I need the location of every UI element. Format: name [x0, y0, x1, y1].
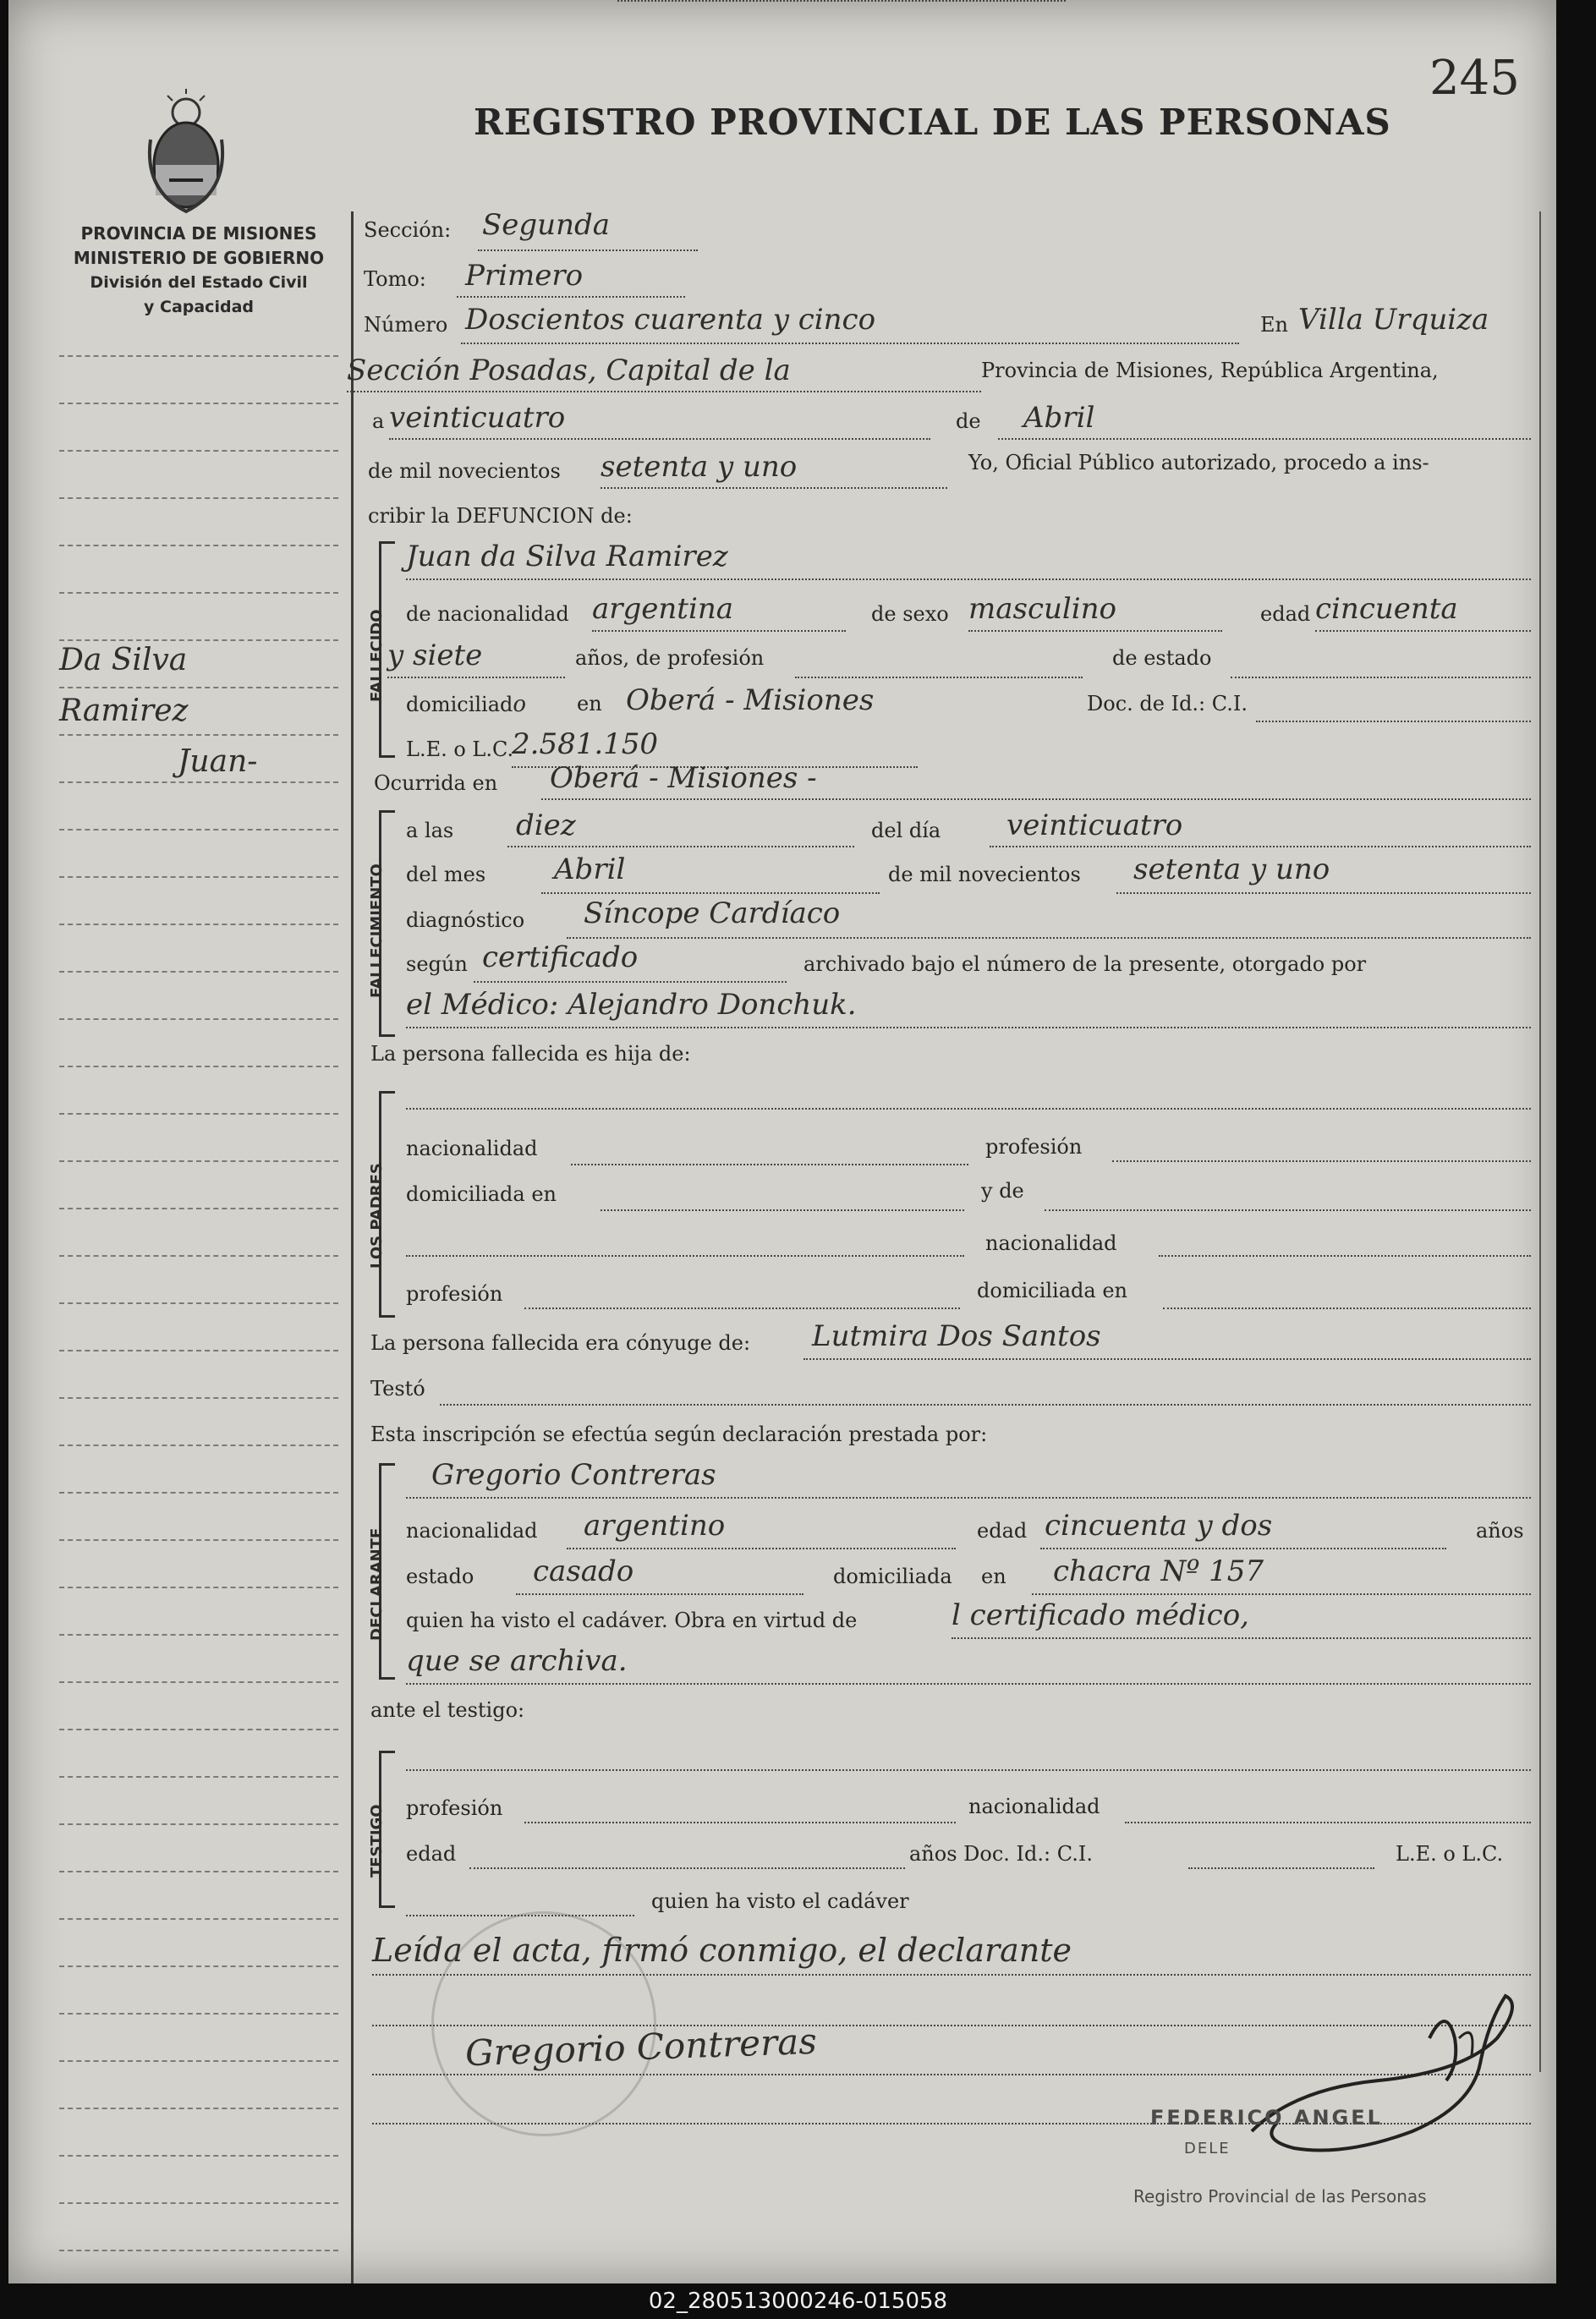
right-rule: [1539, 211, 1541, 2072]
header-ministry: MINISTERIO DE GOBIERNO: [73, 248, 325, 268]
segun-line: [474, 981, 787, 983]
testigo-section-label: TESTIGO: [368, 1804, 386, 1878]
margin-line: [59, 1871, 338, 1872]
madre-nacionalidad-line: [1159, 1255, 1531, 1257]
dia-value: veinticuatro: [389, 401, 566, 435]
medico-line: [406, 1027, 1531, 1028]
declarante-visto-line2: [406, 1683, 1531, 1685]
domiciliado-label: domiciliado: [406, 692, 527, 717]
tomo-value: Primero: [465, 259, 584, 293]
a-label: a: [372, 409, 385, 433]
ocurrida-label: Ocurrida en: [374, 771, 498, 795]
margin-line: [59, 687, 338, 688]
stamp-officer-name: FEDERICO ANGEL: [1150, 2106, 1383, 2130]
del-dia-label: del día: [871, 819, 941, 842]
testigo-visto-label: quien ha visto el cadáver: [651, 1889, 909, 1913]
declarante-nacionalidad-label: nacionalidad: [406, 1519, 538, 1543]
padre-nacionalidad-label: nacionalidad: [406, 1137, 538, 1160]
margin-line: [59, 781, 338, 783]
stamp-delegate: DELE: [1184, 2140, 1231, 2157]
a-las-line: [507, 846, 854, 847]
padre-profesion-label: profesión: [985, 1135, 1083, 1159]
mil-value: setenta y uno: [1133, 852, 1330, 886]
testo-label: Testó: [370, 1377, 425, 1401]
declarante-edad-value: cincuenta y dos: [1045, 1509, 1273, 1543]
edad-value-cont: y siete: [387, 639, 483, 672]
edad-line: [1315, 630, 1531, 632]
margin-line: [59, 1066, 338, 1067]
padre-extra-line: [406, 1255, 964, 1257]
madre-profesion-label: profesión: [406, 1282, 503, 1306]
declarante-estado-line: [516, 1593, 803, 1595]
numero-value: Doscientos cuarenta y cinco: [465, 303, 876, 337]
seccion-label: Sección:: [364, 218, 452, 242]
fallecimiento-section-label: FALLECIMIENTO: [368, 863, 386, 998]
margin-line: [59, 1018, 338, 1020]
domicilio-value: Oberá - Misiones: [626, 683, 875, 717]
margin-line: [59, 1302, 338, 1304]
declarante-estado-label: estado: [406, 1565, 474, 1588]
padres-intro: La persona fallecida es hija de:: [370, 1042, 691, 1066]
declarante-name: Gregorio Contreras: [431, 1458, 716, 1492]
margin-line: [59, 2013, 338, 2015]
margin-note-surname: Da Silva: [59, 643, 188, 677]
del-dia-value: veinticuatro: [1006, 809, 1183, 842]
declarante-intro: Esta inscripción se efectúa según declaración prestada por:: [370, 1423, 988, 1446]
testigo-intro: ante el testigo:: [370, 1698, 525, 1722]
margin-line: [59, 2060, 338, 2062]
margin-line: [59, 1634, 338, 1636]
declarante-anios-label: años: [1476, 1519, 1524, 1543]
margin-line: [59, 971, 338, 973]
coat-of-arms-icon: [144, 89, 228, 216]
margin-line: [59, 1539, 338, 1541]
fallecido-section-label: FALLECIDO: [368, 609, 386, 702]
fallecido-name-line: [406, 578, 1531, 580]
declarante-section-label: DECLARANTE: [368, 1527, 386, 1641]
declarante-nacionalidad-line: [567, 1548, 956, 1549]
testigo-doc-line: [1188, 1867, 1374, 1869]
conyuge-line: [803, 1358, 1531, 1360]
faint-round-stamp: [431, 1911, 656, 2136]
testigo-nacionalidad-line: [1125, 1822, 1531, 1823]
doc-line: [1256, 721, 1531, 722]
margin-line: [59, 1918, 338, 1920]
tomo-line: [457, 296, 685, 298]
conyuge-label: La persona fallecida era cónyuge de:: [370, 1331, 751, 1355]
mes-value: Abril: [1023, 401, 1095, 435]
mil-label: de mil novecientos: [888, 863, 1081, 886]
padre-profesion-line: [1112, 1160, 1531, 1162]
edad-cont-line: [387, 677, 565, 678]
domiciliado-suffix: o: [513, 692, 527, 717]
margin-line: [59, 592, 338, 594]
provincia-label: Provincia de Misiones, República Argentina,: [981, 359, 1439, 382]
numero-label: Número: [364, 313, 448, 337]
ocurrida-value: Oberá - Misiones -: [550, 761, 817, 795]
madre-name-line: [1045, 1209, 1531, 1211]
margin-line: [59, 1160, 338, 1162]
testigo-anios-label: años Doc. Id.: C.I.: [909, 1842, 1093, 1866]
padre-domiciliada-label: domiciliada en: [406, 1182, 557, 1206]
testigo-edad-label: edad: [406, 1842, 457, 1866]
margin-line: [59, 1492, 338, 1494]
margin-line: [59, 829, 338, 831]
margin-line: [59, 545, 338, 546]
segun-value: certificado: [482, 940, 639, 974]
de-label: de: [956, 409, 981, 433]
anio-label: de mil novecientos: [368, 459, 561, 483]
declarante-visto-value2: que se archiva.: [406, 1644, 628, 1678]
declarante-visto-line: [952, 1637, 1531, 1639]
del-mes-value: Abril: [554, 852, 626, 886]
margin-line: [59, 1350, 338, 1351]
declarante-visto-value: l certificado médico,: [952, 1598, 1249, 1632]
nacionalidad-line: [592, 630, 846, 632]
le-label: L.E. o L.C.: [406, 737, 514, 761]
margin-ruled-lines: [59, 355, 338, 2267]
declarante-domicilio-line: [1032, 1593, 1531, 1595]
del-dia-line: [990, 846, 1531, 847]
officer-signature-icon: [1243, 1987, 1531, 2165]
nacionalidad-value: argentina: [592, 592, 734, 626]
margin-line: [59, 1965, 338, 1967]
madre-domiciliada-label: domiciliada en: [977, 1279, 1127, 1302]
padre-name-line: [406, 1108, 1531, 1110]
margin-line: [59, 1397, 338, 1399]
margin-line: [59, 876, 338, 878]
padres-section-label: LOS PADRES: [368, 1163, 386, 1269]
seccion-capital-value: Sección Posadas, Capital de la: [347, 354, 791, 387]
edad-value: cincuenta: [1315, 592, 1458, 626]
testigo-edad-line: [469, 1867, 905, 1869]
padre-domiciliada-line: [601, 1209, 964, 1211]
testo-line: [440, 1404, 1531, 1406]
anio-value: setenta y uno: [601, 450, 798, 484]
domicilio-en-label: en: [577, 692, 602, 715]
mes-line: [998, 438, 1531, 440]
margin-line: [59, 355, 338, 357]
a-las-label: a las: [406, 819, 454, 842]
diagnostico-line: [567, 937, 1531, 939]
margin-line: [59, 1823, 338, 1825]
declarante-edad-line: [1040, 1548, 1446, 1549]
declarant-signature: Gregorio Contreras: [464, 2020, 818, 2075]
madre-domiciliada-line: [1163, 1308, 1531, 1309]
margin-line: [59, 2250, 338, 2251]
medico-value: el Médico: Alejandro Donchuk.: [406, 988, 857, 1022]
margin-line: [59, 639, 338, 641]
institution-header: [42, 222, 355, 320]
testigo-le-label: L.E. o L.C.: [1396, 1842, 1504, 1866]
margin-line: [59, 1729, 338, 1730]
testigo-nacionalidad-label: nacionalidad: [968, 1795, 1100, 1818]
edad-label: edad: [1260, 602, 1311, 626]
declarante-name-line: [406, 1497, 1531, 1499]
margin-line: [59, 403, 338, 404]
fallecido-name: Juan da Silva Ramirez: [406, 540, 728, 573]
declarante-domiciliada-label: domiciliada: [833, 1565, 952, 1588]
declarante-domicilio-value: chacra Nº 157: [1053, 1554, 1264, 1588]
margin-note-surname2: Ramirez: [59, 694, 189, 728]
margin-line: [59, 1208, 338, 1209]
seccion-capital-line: [347, 391, 981, 392]
testigo-profesion-line: [524, 1822, 956, 1823]
dia-line: [389, 438, 930, 440]
padre-nacionalidad-line: [571, 1164, 968, 1165]
header-province: PROVINCIA DE MISIONES: [80, 223, 317, 244]
en-label: En: [1260, 313, 1288, 337]
anios-profesion-label: años, de profesión: [575, 646, 765, 670]
a-las-value: diez: [516, 809, 576, 842]
declarante-en-label: en: [981, 1565, 1006, 1588]
sexo-line: [968, 630, 1222, 632]
diagnostico-value: Síncope Cardíaco: [584, 896, 841, 930]
sexo-label: de sexo: [871, 602, 949, 626]
page-title: REGISTRO PROVINCIAL DE LAS PERSONAS: [474, 101, 1391, 143]
margin-line: [59, 924, 338, 925]
testigo-profesion-label: profesión: [406, 1796, 503, 1820]
margin-line: [59, 497, 338, 499]
scan-identifier: 02_280513000246-015058: [648, 2289, 948, 2314]
nacionalidad-label: de nacionalidad: [406, 602, 569, 626]
margin-line: [59, 734, 338, 736]
seccion-line: [478, 249, 698, 251]
margin-line: [59, 1113, 338, 1115]
margin-line: [59, 2202, 338, 2204]
declarante-nacionalidad-value: argentino: [584, 1509, 726, 1543]
del-mes-line: [541, 892, 880, 894]
stamp-registry: Registro Provincial de las Personas: [1133, 2186, 1427, 2207]
margin-line: [59, 1776, 338, 1778]
diagnostico-label: diagnóstico: [406, 908, 525, 932]
inscribir-text: cribir la DEFUNCION de:: [368, 504, 633, 528]
seccion-value: Segunda: [482, 208, 611, 242]
conyuge-value: Lutmira Dos Santos: [812, 1319, 1101, 1353]
margin-line: [59, 1587, 338, 1588]
declarante-edad-label: edad: [977, 1519, 1028, 1543]
left-rule: [351, 211, 354, 2283]
oficial-text: Yo, Oficial Público autorizado, procedo a ins-: [968, 451, 1429, 474]
mil-line: [1116, 892, 1531, 894]
margin-note-given-name: Juan-: [178, 744, 258, 779]
header-capacity: y Capacidad: [144, 298, 254, 316]
archivado-text: archivado bajo el número de la presente, otorgado por: [803, 952, 1367, 976]
testigo-name-line: [406, 1769, 1531, 1771]
del-mes-label: del mes: [406, 863, 486, 886]
margin-line: [59, 1255, 338, 1257]
document-sheet: [8, 0, 1556, 2283]
sexo-value: masculino: [968, 592, 1117, 626]
segun-label: según: [406, 952, 468, 976]
doc-label: Doc. de Id.: C.I.: [1087, 692, 1248, 715]
margin-line: [59, 2155, 338, 2157]
declarante-visto-text: quien ha visto el cadáver. Obra en virtud de: [406, 1609, 858, 1632]
declarante-estado-value: casado: [533, 1554, 634, 1588]
header-division: División del Estado Civil: [90, 273, 308, 292]
tomo-label: Tomo:: [364, 267, 426, 291]
madre-yde-label: y de: [981, 1179, 1024, 1203]
estado-label: de estado: [1112, 646, 1212, 670]
closing-text: Leída el acta, firmó conmigo, el declarante: [372, 1932, 1072, 1969]
en-value: Villa Urquiza: [1298, 303, 1489, 337]
profesion-line: [795, 677, 1083, 678]
anio-line: [601, 487, 947, 489]
page-number: 245: [1429, 51, 1520, 106]
margin-line: [59, 1681, 338, 1683]
numero-line: [461, 343, 1239, 344]
margin-line: [59, 2108, 338, 2109]
le-value: 2.581.150: [512, 727, 659, 761]
margin-line: [59, 450, 338, 452]
madre-nacionalidad-label: nacionalidad: [985, 1231, 1117, 1255]
ocurrida-line: [541, 798, 1531, 800]
margin-line: [59, 1445, 338, 1446]
madre-profesion-line: [524, 1308, 960, 1309]
domicilio-line: [617, 0, 1066, 2]
estado-line: [1231, 677, 1531, 678]
